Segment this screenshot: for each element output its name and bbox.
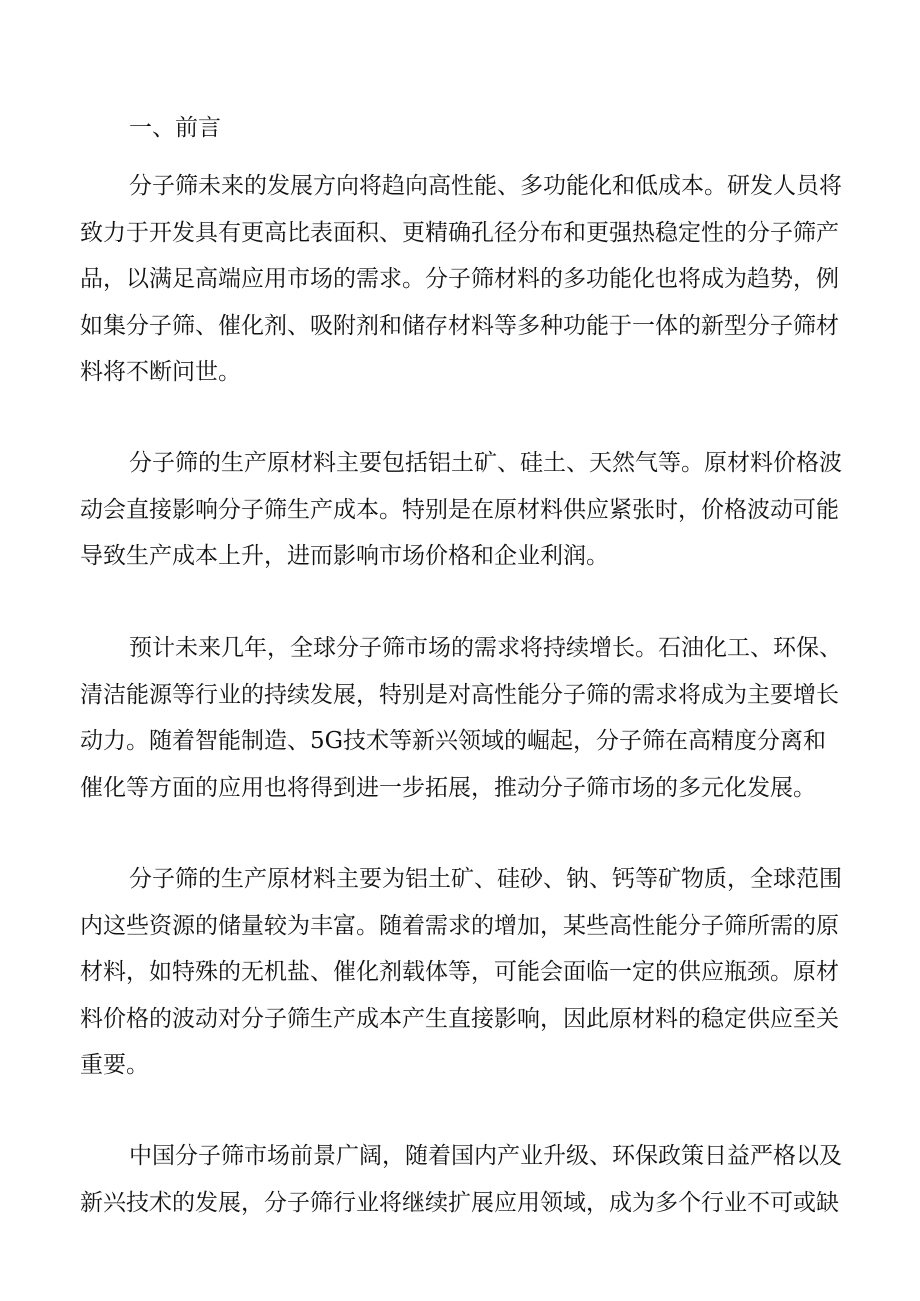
paragraph-line: 动会直接影响分子筛生产成本。特别是在原材料供应紧张时，价格波动可能 [80, 496, 839, 523]
paragraph-line: 分子筛未来的发展方向将趋向高性能、多功能化和低成本。研发人员将 [129, 173, 842, 199]
section-heading: 一、前言 [129, 115, 221, 141]
paragraph-line: 动力。随着智能制造、5G技术等新兴领域的崛起，分子筛在高精度分离和 [80, 728, 827, 754]
paragraph-line: 重要。 [80, 1052, 149, 1078]
paragraph-line: 清洁能源等行业的持续发展，特别是对高性能分子筛的需求将成为主要增长 [80, 681, 839, 708]
paragraph-market-demand [80, 625, 842, 811]
paragraph-raw-material-cost [80, 440, 842, 580]
paragraph-china-market [80, 1133, 842, 1226]
paragraph-line: 中国分子筛市场前景广阔，随着国内产业升级、环保政策日益严格以及 [129, 1143, 842, 1169]
paragraph-line: 分子筛的生产原材料主要包括铝土矿、硅土、天然气等。原材料价格波 [129, 450, 842, 476]
paragraph-line: 预计未来几年，全球分子筛市场的需求将持续增长。石油化工、环保、 [129, 635, 842, 661]
paragraph-line: 料价格的波动对分子筛生产成本产生直接影响，因此原材料的稳定供应至关 [80, 1005, 839, 1032]
paragraph-line: 内这些资源的储量较为丰富。随着需求的增加，某些高性能分子筛所需的原 [80, 912, 839, 939]
paragraph-line: 分子筛的生产原材料主要为铝土矿、硅砂、钠、钙等矿物质，全球范围 [129, 866, 842, 892]
paragraph-line: 导致生产成本上升，进而影响市场价格和企业利润。 [80, 543, 609, 569]
paragraph-line: 材料，如特殊的无机盐、催化剂载体等，可能会面临一定的供应瓶颈。原材 [80, 959, 839, 985]
paragraph-line: 如集分子筛、催化剂、吸附剂和储存材料等多种功能于一体的新型分子筛材 [80, 312, 839, 339]
paragraph-resource-supply [80, 856, 842, 1089]
paragraph-development-direction [80, 163, 842, 396]
paragraph-line: 料将不断问世。 [80, 359, 241, 385]
paragraph-line: 品，以满足高端应用市场的需求。分子筛材料的多功能化也将成为趋势，例 [80, 266, 839, 292]
paragraph-line: 致力于开发具有更高比表面积、更精确孔径分布和更强热稳定性的分子筛产 [80, 219, 839, 246]
paragraph-line: 催化等方面的应用也将得到进一步拓展，推动分子筛市场的多元化发展。 [80, 774, 816, 801]
paragraph-line: 新兴技术的发展，分子筛行业将继续扩展应用领域，成为多个行业不可或缺 [80, 1189, 839, 1216]
